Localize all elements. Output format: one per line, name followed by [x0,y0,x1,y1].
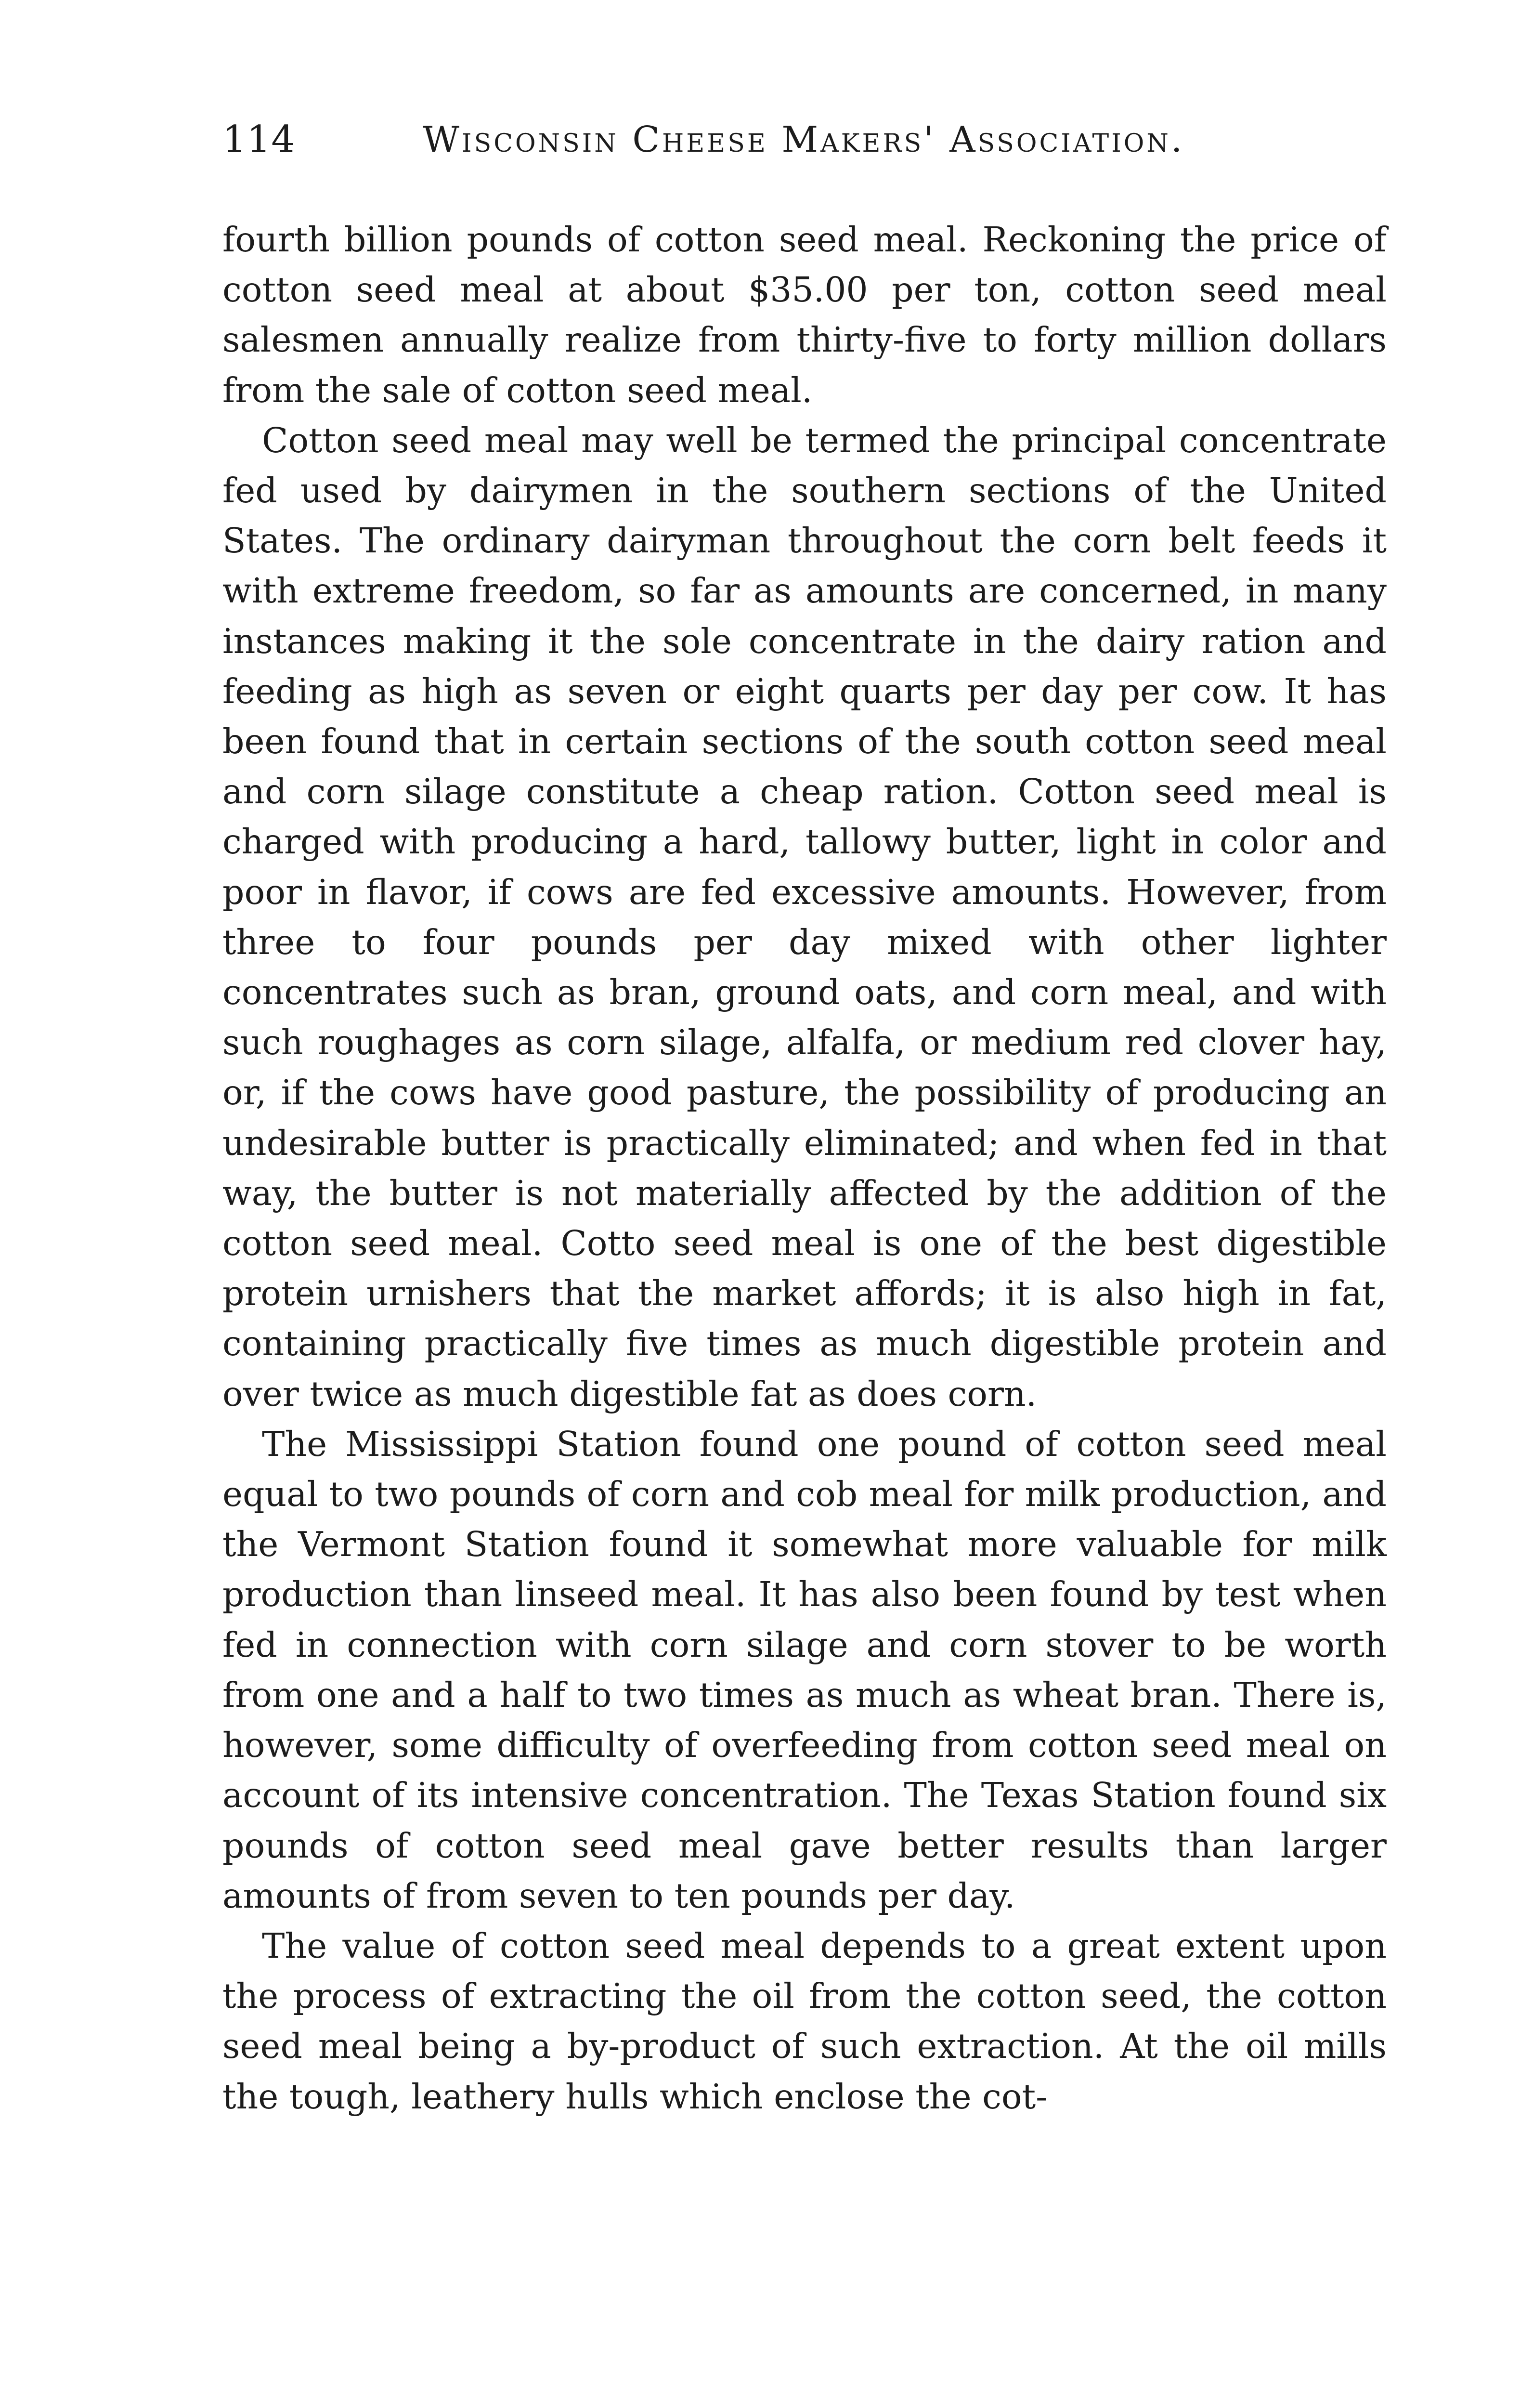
running-head [222,113,1387,166]
paragraph-station-findings: The Mississippi Station found one pound of cotton seed meal equal to two pounds of corn and cob meal for milk production, and the Vermont Station found it somewhat more valuable for milk production than linseed meal. It has also been found by test when fed in connection with corn silage and corn stover to be worth from one and a half to two times as much as wheat bran. There is, however, some difficulty of overfeeding from cotton seed meal on account of its intensive concentration. The Texas Station found six pounds of cotton seed meal gave better results than larger amounts of from seven to ten pounds per day. [222,1424,1387,1916]
paragraph-oil-extraction: The value of cotton seed meal depends to a great extent upon the process of extracting the oil from the cotton seed, the cotton seed meal being a by-product of such extraction. At the oil mills the tough, leathery hulls which enclose the cot- [222,1925,1387,2117]
body-text [222,215,1387,2122]
running-title: Wisconsin Cheese Makers' Association. [423,119,1185,160]
page-number: 114 [222,118,296,161]
paragraph-continued: fourth billion pounds of cotton seed meal. Reckoning the price of cotton seed meal at about $35.00 per ton, cotton seed meal salesmen annually realize from thirty-five to forty million dollars from the sale of cotton seed meal. [222,220,1387,410]
paragraph-cotton-seed-meal-feeding: Cotton seed meal may well be termed the principal concentrate fed used by dairymen in the southern sections of the United States. The ordinary dairyman throughout the corn belt feeds it with extreme freedom, so far as amounts are concerned, in many instances making it the sole concentrate in the dairy ration and feeding as high as seven or eight quarts per day per cow. It has been found that in certain sections of the south cotton seed meal and corn silage constitute a cheap ration. Cotton seed meal is charged with producing a hard, tallowy butter, light in color and poor in flavor, if cows are fed excessive amounts. However, from three to four pounds per day mixed with other lighter concentrates such as bran, ground oats, and corn meal, and with such roughages as corn silage, alfalfa, or medium red clover hay, or, if the cows have good pasture, the possibility of producing an undesirable butter is practically eliminated; and when fed in that way, the butter is not materially affected by the addition of the cotton seed meal. Cotto seed meal is one of the best digestible protein urnishers that the market affords; it is also high in fat, containing practically five times as much digestible protein and over twice as much digestible fat as does corn. [222,420,1387,1414]
